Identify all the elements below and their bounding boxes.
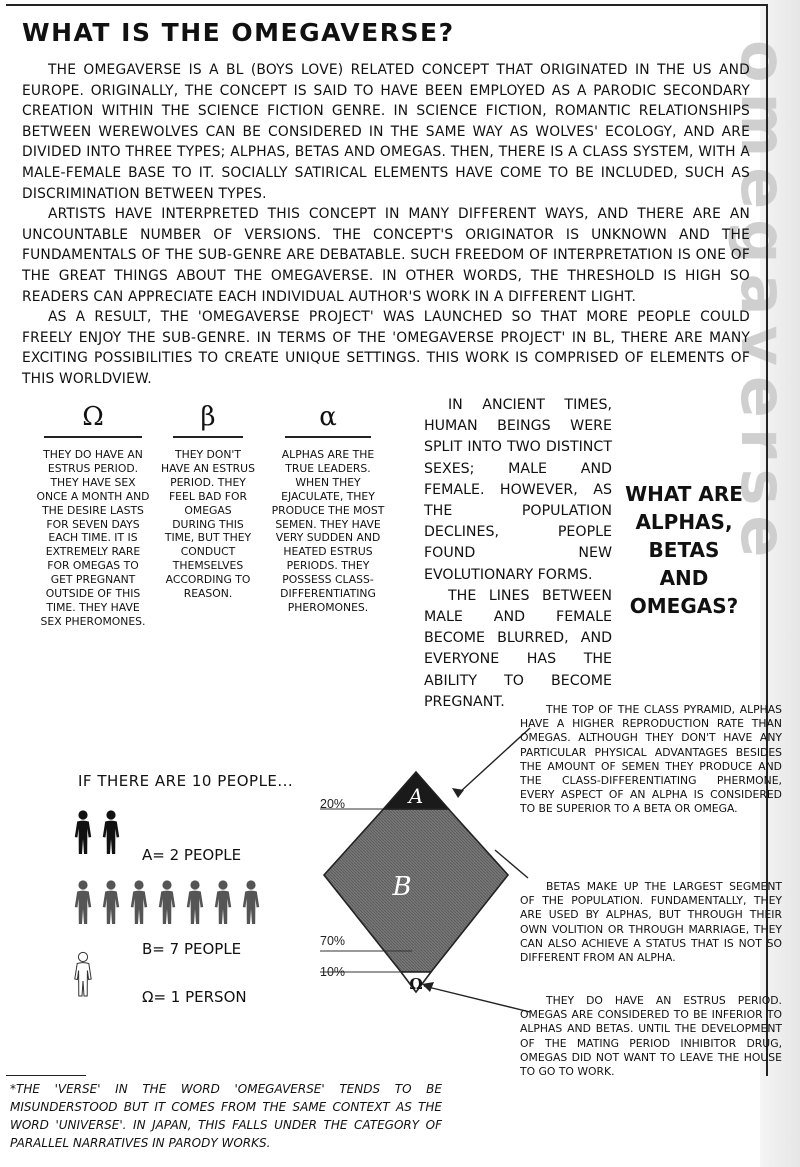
alpha-person-icon bbox=[103, 810, 119, 854]
beta-person-icon bbox=[103, 880, 119, 924]
alpha-count-label: Α= 2 PEOPLE bbox=[142, 846, 242, 864]
beta-person-icon bbox=[159, 880, 175, 924]
population-title: IF THERE ARE 10 PEOPLE... bbox=[78, 772, 294, 790]
omega-description-text: THEY DO HAVE AN ESTRUS PERIOD. OMEGAS ARE CONSIDERED TO BE INFERIOR TO ALPHAS AND BETAS. UNTIL THE DEVELOPMENT OF THE MATING PERIOD INHIBITOR DRUG, OMEGAS DID NOT WANT TO LEAVE THE HOUSE TO GO TO WORK. bbox=[520, 994, 782, 1079]
ancient-paragraph-2: THE LINES BETWEEN MALE AND FEMALE BECOME BLURRED, AND EVERYONE HAS THE ABILITY TO BECOME PREGNANT. bbox=[424, 587, 612, 710]
alpha-symbol: α bbox=[319, 402, 337, 432]
omega-count-label: Ω= 1 PERSON bbox=[142, 988, 247, 1006]
beta-count-label: Β= 7 PEOPLE bbox=[142, 940, 242, 958]
population-figures bbox=[70, 800, 320, 1010]
omega-symbol: Ω bbox=[82, 402, 104, 432]
alpha-type-column bbox=[270, 400, 386, 615]
omega-description bbox=[520, 994, 782, 1079]
alpha-description bbox=[520, 703, 782, 817]
omega-callout-arrow bbox=[424, 986, 530, 1012]
beta-person-icon bbox=[215, 880, 231, 924]
question-heading: WHAT ARE ALPHAS, BETAS AND OMEGAS? bbox=[625, 482, 743, 618]
intro-text bbox=[22, 60, 750, 390]
beta-symbol: β bbox=[200, 402, 216, 432]
ancient-times-text bbox=[424, 395, 612, 713]
beta-person-icon bbox=[187, 880, 203, 924]
beta-person-icon bbox=[75, 880, 91, 924]
beta-person-icon bbox=[243, 880, 259, 924]
side-lettering: omegaverse bbox=[727, 40, 800, 568]
ancient-paragraph-1: IN ANCIENT TIMES, HUMAN BEINGS WERE SPLIT INTO TWO DISTINCT SEXES; MALE AND FEMALE. HOWEVER, AS THE POPULATION DECLINES, PEOPLE FOUND NEW EVOLUTIONARY FORMS. bbox=[424, 397, 612, 583]
footnote: *THE 'VERSE' IN THE WORD 'OMEGAVERSE' TENDS TO BE MISUNDERSTOOD BUT IT COMES FROM THE SAME CONTEXT AS THE WORD 'UNIVERSE'. IN JAPAN, THIS FALLS UNDER THE CATEGORY OF PARALLEL NARRATIVES IN PARODY WORKS. bbox=[10, 1082, 442, 1150]
intro-paragraph-2: ARTISTS HAVE INTERPRETED THIS CONCEPT IN MANY DIFFERENT WAYS, AND THERE ARE AN UNCOUNTABLE NUMBER OF VERSIONS. THE CONCEPT'S ORIGINATOR IS UNKNOWN AND THE FUNDAMENTALS OF THE SUB-GENRE ARE DEBATABLE. SUCH FREEDOM OF INTERPRETATION IS ONE OF THE GREAT THINGS ABOUT THE OMEGAVERSE. IN OTHER WORDS, THE THRESHOLD IS HIGH SO READERS CAN APPRECIATE EACH INDIVIDUAL AUTHOR'S WORK IN A DIFFERENT LIGHT. bbox=[22, 206, 750, 305]
beta-description-text: BETAS MAKE UP THE LARGEST SEGMENT OF THE POPULATION. FUNDAMENTALLY, THEY ARE USED BY ALPHAS, BUT THROUGH THEIR OWN VOLITION OR THROUGH MARRIAGE, THEY CAN ALSO ACHIEVE A STATUS THAT IS NOT SO DIFFERENT FROM AN ALPHA. bbox=[520, 880, 782, 965]
footnote-rule bbox=[6, 1075, 86, 1076]
beta-description bbox=[520, 880, 782, 965]
beta-type-text: THEY DON'T HAVE AN ESTRUS PERIOD. THEY FEEL BAD FOR OMEGAS DURING THIS TIME, BUT THEY CONDUCT THEMSELVES ACCORDING TO REASON. bbox=[161, 448, 255, 601]
alpha-person-icon bbox=[75, 810, 91, 854]
beta-pct: 70% bbox=[320, 934, 346, 948]
omega-type-column bbox=[36, 400, 150, 629]
alpha-pct: 20% bbox=[320, 797, 346, 811]
omega-pct: 10% bbox=[320, 965, 346, 979]
intro-paragraph-1: THE OMEGAVERSE IS A BL (BOYS LOVE) RELATED CONCEPT THAT ORIGINATED IN THE US AND EUROPE. ORIGINALLY, THE CONCEPT IS SAID TO HAVE BEEN EMPLOYED AS A PARODIC SECONDARY CREATION WITHIN THE SCIENCE FICTION GENRE. IN SCIENCE FICTION, ROMANTIC RELATIONSHIPS BETWEEN WEREWOLVES CAN BE CONSIDERED IN THE SAME WAY AS WOLVES' ECOLOGY, AND ARE DIVIDED INTO THREE TYPES; ALPHAS, BETAS AND OMEGAS. THEN, THERE IS A CLASS SYSTEM, WITH A MALE-FEMALE BASE TO IT. SOCIALLY SATIRICAL ELEMENTS HAVE COME TO BE INCLUDED, SUCH AS DISCRIMINATION BETWEEN TYPES. bbox=[22, 62, 750, 202]
alpha-divider bbox=[285, 436, 371, 438]
pyramid-omega-symbol: Ω bbox=[409, 975, 423, 993]
beta-person-icon bbox=[131, 880, 147, 924]
alpha-type-text: ALPHAS ARE THE TRUE LEADERS. WHEN THEY EJACULATE, THEY PRODUCE THE MOST SEMEN. THEY HAVE VERY SUDDEN AND HEATED ESTRUS PERIODS. THEY POSSESS CLASS-DIFFERENTIATING PHEROMONES. bbox=[271, 448, 385, 614]
omega-divider bbox=[44, 436, 142, 438]
beta-region bbox=[324, 809, 508, 972]
page-title: WHAT IS THE OMEGAVERSE? bbox=[22, 18, 455, 47]
class-pyramid-diagram bbox=[300, 700, 530, 1010]
beta-divider bbox=[173, 436, 243, 438]
pyramid-beta-symbol: β bbox=[392, 872, 412, 902]
pyramid-alpha-symbol: α bbox=[408, 784, 424, 808]
omega-person-icon bbox=[75, 952, 91, 996]
beta-type-column bbox=[161, 400, 255, 601]
intro-paragraph-3: AS A RESULT, THE 'OMEGAVERSE PROJECT' WAS LAUNCHED SO THAT MORE PEOPLE COULD FREELY ENJOY THE SUB-GENRE. IN TERMS OF THE 'OMEGAVERSE PROJECT' IN BL, THERE ARE MANY EXCITING POSSIBILITIES TO CREATE UNIQUE SETTINGS. THIS WORK IS COMPRISED OF ELEMENTS OF THIS WORLDVIEW. bbox=[22, 309, 750, 387]
alpha-description-text: THE TOP OF THE CLASS PYRAMID, ALPHAS HAVE A HIGHER REPRODUCTION RATE THAN OMEGAS. ALTHOUGH THEY DON'T HAVE ANY PARTICULAR PHYSICAL ADVANTAGES BESIDES THE AMOUNT OF SEMEN THEY PRODUCE AND THE CLASS-DIFFERENTIATING PHERMONE, EVERY ASPECT OF AN ALPHA IS CONSIDERED TO BE SUPERIOR TO A BETA OR OMEGA. bbox=[520, 703, 782, 816]
omega-type-text: THEY DO HAVE AN ESTRUS PERIOD. THEY HAVE SEX ONCE A MONTH AND THE DESIRE LASTS FOR SEVEN DAYS EACH TIME. IT IS EXTREMELY RARE FOR OMEGAS TO GET PREGNANT OUTSIDE OF THIS TIME. THEY HAVE SEX PHEROMONES. bbox=[36, 448, 150, 628]
